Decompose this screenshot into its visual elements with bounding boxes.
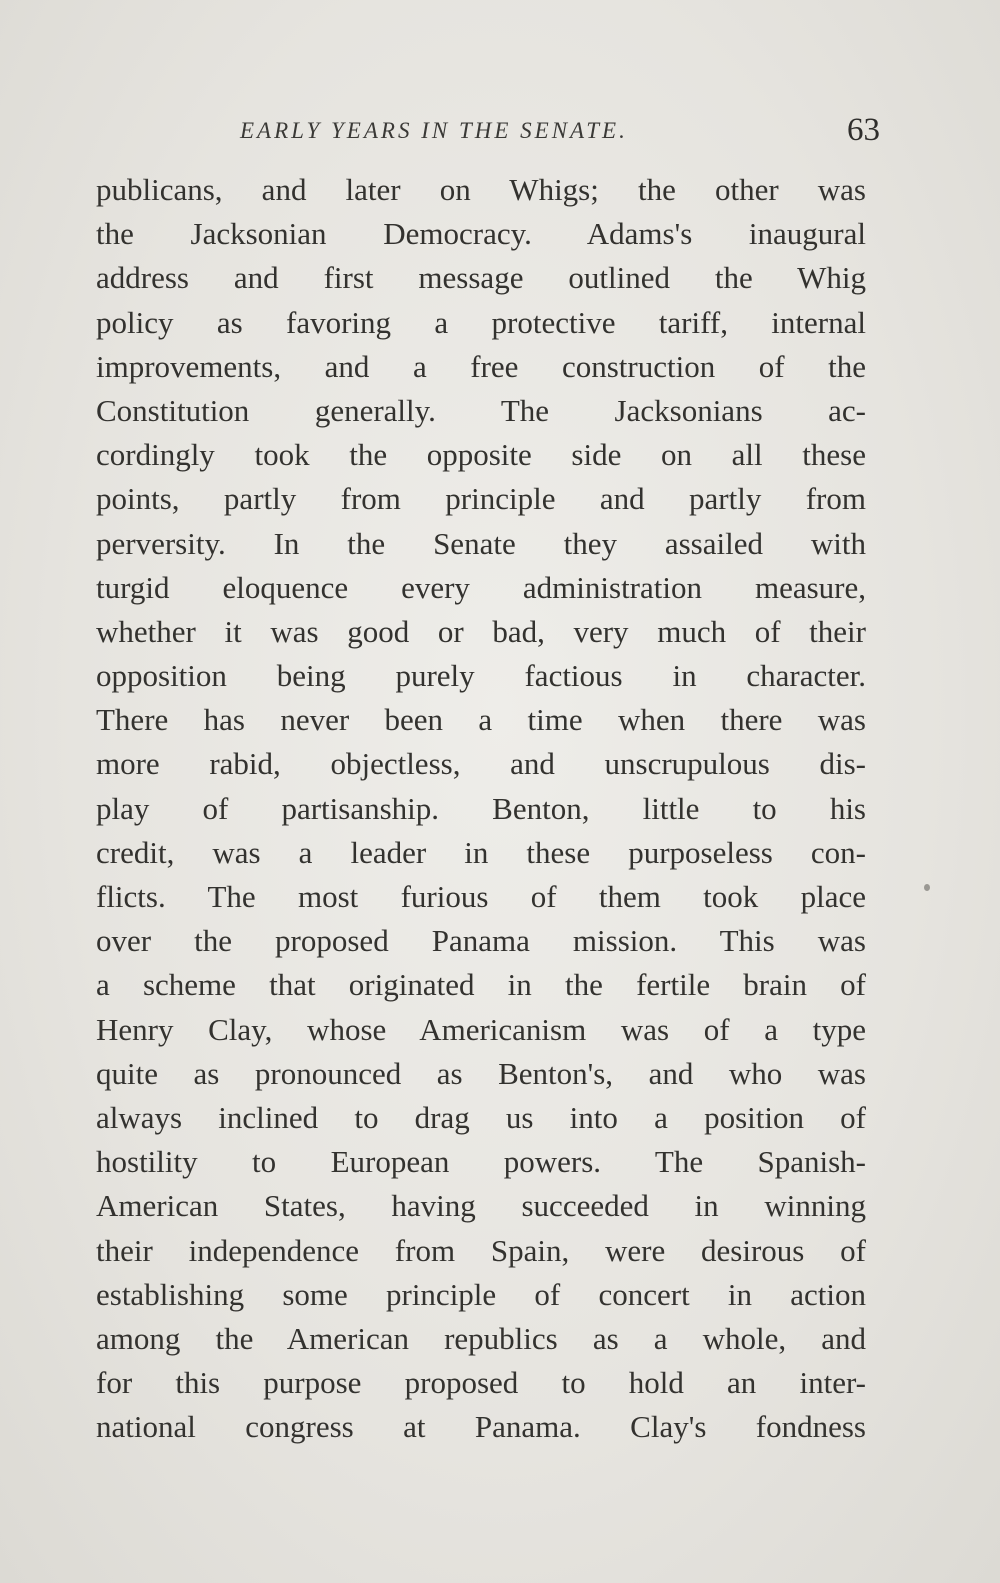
body-text	[96, 168, 866, 1449]
text-line: opposition being purely factious in character.	[96, 658, 866, 694]
text-line: establishing some principle of concert in action	[96, 1276, 866, 1312]
text-line: national congress at Panama. Clay's fondness	[96, 1409, 866, 1445]
text-line: always inclined to drag us into a position of	[96, 1099, 866, 1135]
text-line: American States, having succeeded in winning	[96, 1188, 866, 1224]
text-line: hostility to European powers. The Spanish-	[96, 1144, 866, 1180]
text-line: among the American republics as a whole, and	[96, 1320, 866, 1356]
text-line: address and first message outlined the Whig	[96, 260, 866, 296]
text-line: over the proposed Panama mission. This was	[96, 923, 866, 959]
text-line: credit, was a leader in these purposeless con-	[96, 834, 866, 870]
text-line: Henry Clay, whose Americanism was of a type	[96, 1011, 866, 1047]
text-line: turgid eloquence every administration measure,	[96, 569, 866, 605]
text-line: perversity. In the Senate they assailed with	[96, 525, 866, 561]
text-line: more rabid, objectless, and unscrupulous dis-	[96, 746, 866, 782]
text-line: the Jacksonian Democracy. Adams's inaugural	[96, 216, 866, 252]
page-header	[240, 112, 880, 152]
text-line: points, partly from principle and partly from	[96, 481, 866, 517]
text-line: a scheme that originated in the fertile brain of	[96, 967, 866, 1003]
text-line: improvements, and a free construction of the	[96, 348, 866, 384]
text-line: publicans, and later on Whigs; the other was	[96, 172, 866, 207]
text-line: for this purpose proposed to hold an inter-	[96, 1365, 866, 1401]
text-line: flicts. The most furious of them took place	[96, 879, 866, 914]
paper-speck	[924, 884, 930, 891]
running-head: EARLY YEARS IN THE SENATE.	[240, 118, 628, 143]
text-line: There has never been a time when there was	[96, 702, 866, 738]
text-line: Constitution generally. The Jacksonians ac-	[96, 392, 866, 428]
text-line: cordingly took the opposite side on all these	[96, 437, 866, 473]
text-line: quite as pronounced as Benton's, and who was	[96, 1055, 866, 1091]
text-line: play of partisanship. Benton, little to his	[96, 790, 866, 826]
page-number: 63	[847, 112, 880, 148]
text-line: whether it was good or bad, very much of their	[96, 613, 866, 649]
text-line: policy as favoring a protective tariff, internal	[96, 304, 866, 340]
text-line: their independence from Spain, were desirous of	[96, 1232, 866, 1268]
